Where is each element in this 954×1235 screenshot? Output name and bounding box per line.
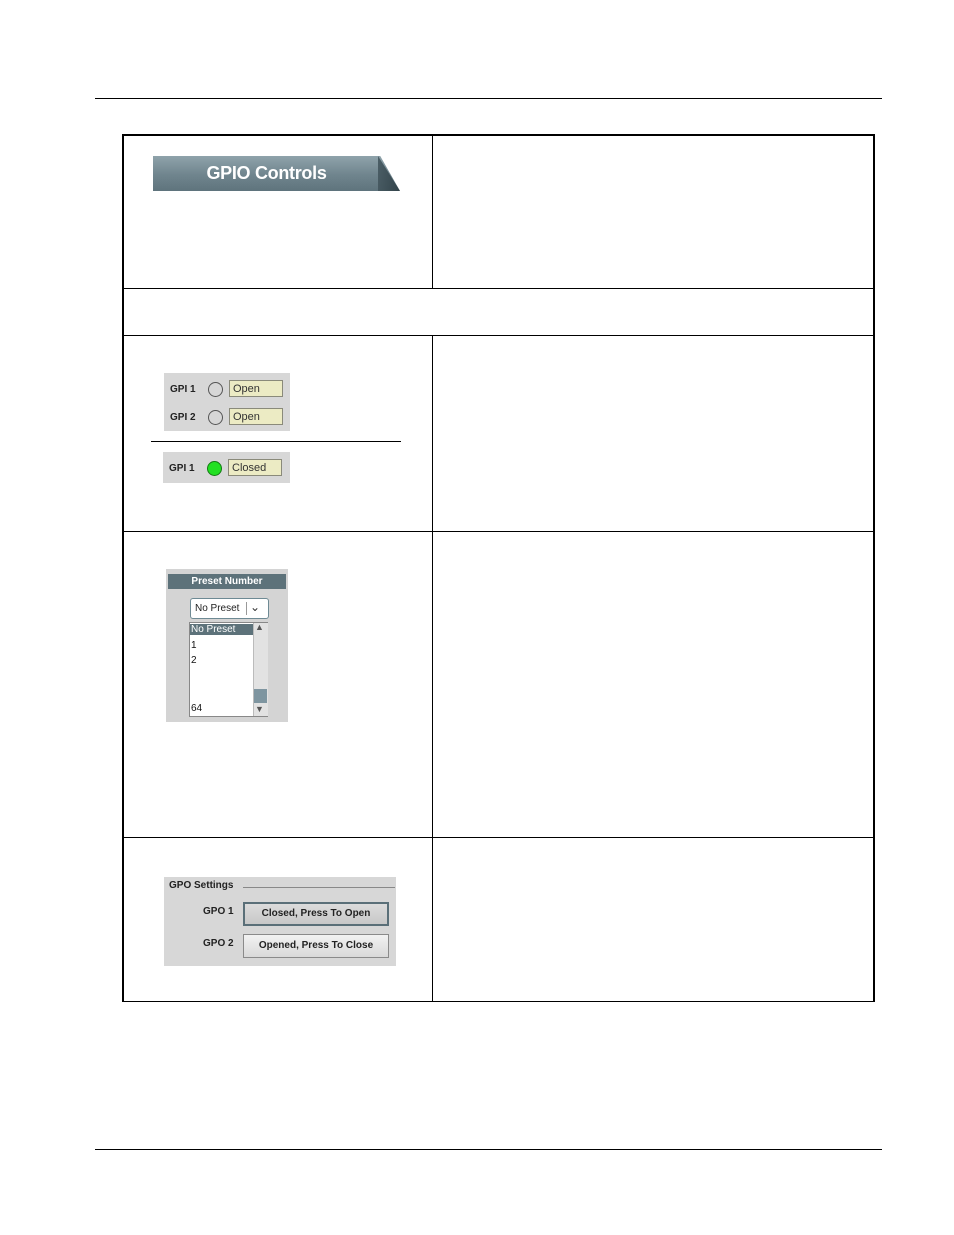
table-row-divider bbox=[122, 335, 875, 336]
gpio-controls-tab-label: GPIO Controls bbox=[206, 163, 327, 183]
list-item[interactable]: 2 bbox=[191, 655, 197, 666]
gpi-example-led-icon bbox=[207, 461, 222, 476]
preset-select-value: No Preset bbox=[195, 603, 240, 614]
scrollbar-thumb[interactable] bbox=[254, 689, 267, 703]
chevron-down-icon[interactable]: ⌄ bbox=[250, 600, 261, 614]
table-border-bottom bbox=[122, 1001, 875, 1002]
table-border-top bbox=[122, 134, 875, 136]
controls-table bbox=[122, 134, 875, 1002]
table-column-divider bbox=[432, 134, 433, 288]
table-border-right bbox=[873, 134, 875, 1002]
gpi-2-label: GPI 2 bbox=[170, 412, 196, 423]
gpi-example-status: Closed bbox=[228, 459, 282, 476]
table-row-divider bbox=[122, 531, 875, 532]
table-column-divider bbox=[432, 335, 433, 1002]
table-row-divider bbox=[122, 837, 875, 838]
page-top-rule bbox=[95, 98, 882, 99]
select-divider bbox=[246, 602, 247, 615]
list-item[interactable]: 1 bbox=[191, 640, 197, 651]
gpo-2-label: GPO 2 bbox=[203, 938, 234, 949]
list-item[interactable]: 64 bbox=[191, 703, 203, 714]
table-row-divider bbox=[122, 288, 875, 289]
gpo-1-label: GPO 1 bbox=[203, 906, 234, 917]
scroll-down-arrow-icon[interactable]: ▼ bbox=[255, 704, 264, 714]
table-border-left bbox=[122, 134, 124, 1002]
gpi-1-led-icon bbox=[208, 382, 223, 397]
gpo-settings-legend-line bbox=[243, 887, 395, 888]
gpo-2-button[interactable]: Opened, Press To Close bbox=[243, 934, 389, 958]
gpo-settings-title: GPO Settings bbox=[169, 880, 234, 891]
gpi-1-label: GPI 1 bbox=[170, 384, 196, 395]
list-item[interactable]: No Preset bbox=[190, 624, 254, 635]
gpi-2-status: Open bbox=[229, 408, 283, 425]
page-bottom-rule bbox=[95, 1149, 882, 1150]
example-separator bbox=[151, 441, 401, 442]
gpi-1-status: Open bbox=[229, 380, 283, 397]
scroll-up-arrow-icon[interactable]: ▲ bbox=[255, 622, 264, 632]
gpo-1-button[interactable]: Closed, Press To Open bbox=[243, 902, 389, 926]
gpi-example-label: GPI 1 bbox=[169, 463, 195, 474]
preset-number-title: Preset Number bbox=[168, 574, 286, 589]
gpi-2-led-icon bbox=[208, 410, 223, 425]
